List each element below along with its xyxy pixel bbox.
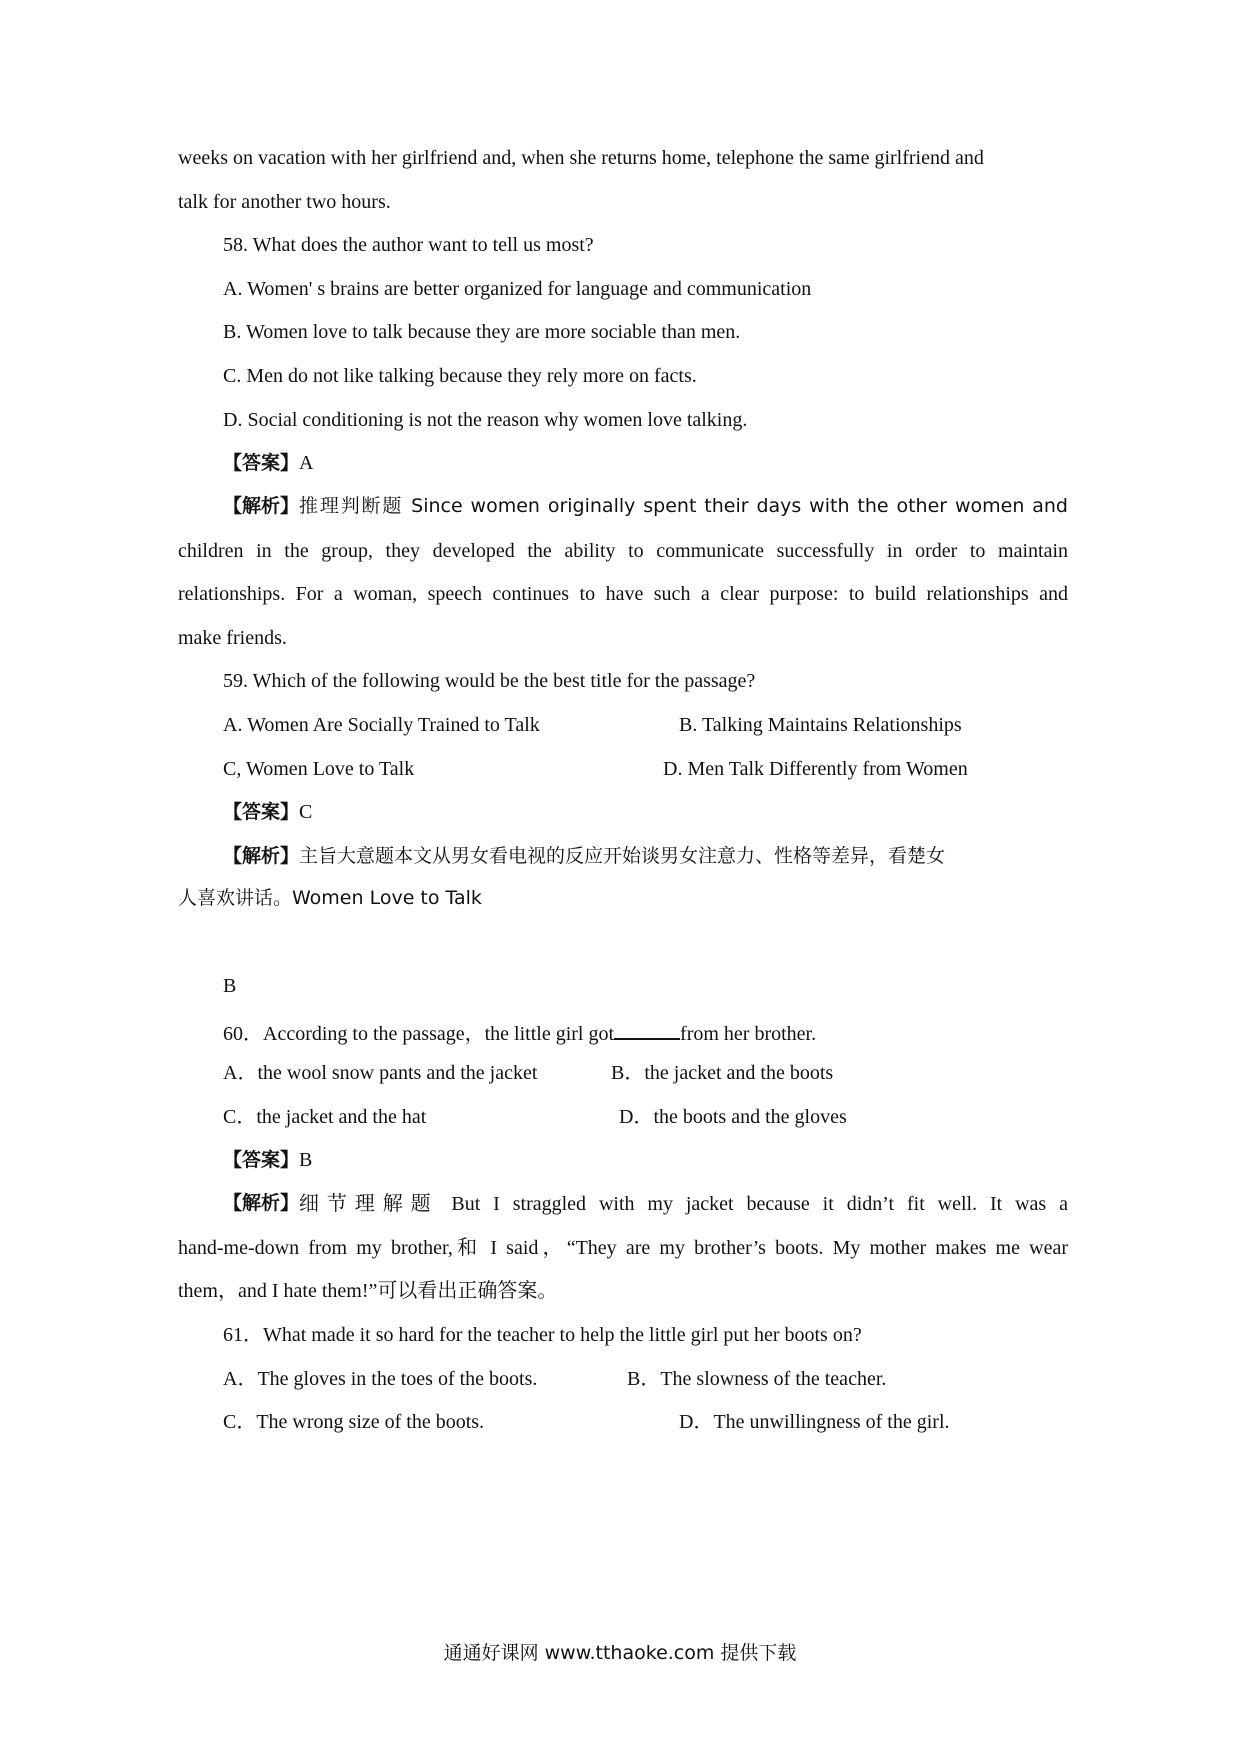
question-60 bbox=[223, 1020, 816, 1044]
option-60-a: A．the wool snow pants and the jacket bbox=[223, 1062, 538, 1084]
answer-blank bbox=[614, 1020, 680, 1040]
page-footer: 通通好课网 www.tthaoke.com 提供下载 bbox=[443, 1642, 797, 1664]
passage-text-line: talk for another two hours. bbox=[178, 191, 391, 213]
option-58-a: A. Women' s brains are better organized for language and communication bbox=[223, 278, 812, 300]
analysis-label: 【解析】 bbox=[223, 1192, 300, 1214]
analysis-text: 主旨大意题本文从男女看电视的反应开始谈男女注意力、性格等差异，看楚女 bbox=[299, 845, 946, 867]
answer-label: 【答案】 bbox=[223, 801, 300, 823]
analysis-text-line: relationships. For a woman, speech continues to have such a clear purpose: to build relationships and bbox=[178, 583, 1068, 605]
option-59-a: A. Women Are Socially Trained to Talk bbox=[223, 714, 540, 736]
option-60-c: C．the jacket and the hat bbox=[223, 1106, 427, 1128]
option-59-b: B. Talking Maintains Relationships bbox=[679, 714, 962, 736]
question-61: 61．What made it so hard for the teacher to help the little girl put her boots on? bbox=[223, 1324, 862, 1346]
answer-value: A bbox=[299, 452, 314, 474]
answer-value: B bbox=[299, 1149, 313, 1171]
option-60-b: B．the jacket and the boots bbox=[611, 1062, 834, 1084]
analysis-text: 细节理解题 But I straggled with my jacket because it didn’t fit well. It was a bbox=[299, 1193, 1068, 1215]
passage-text-line: weeks on vacation with her girlfriend and, when she returns home, telephone the same girlfriend and bbox=[178, 147, 984, 169]
option-58-c: C. Men do not like talking because they rely more on facts. bbox=[223, 365, 697, 387]
option-58-b: B. Women love to talk because they are more sociable than men. bbox=[223, 321, 741, 343]
section-label: B bbox=[223, 975, 237, 997]
answer-label: 【答案】 bbox=[223, 452, 300, 474]
option-59-d: D. Men Talk Differently from Women bbox=[663, 758, 968, 780]
analysis-58 bbox=[223, 497, 1068, 516]
option-61-a: A．The gloves in the toes of the boots. bbox=[223, 1368, 538, 1390]
option-59-c: C, Women Love to Talk bbox=[223, 758, 415, 780]
analysis-label: 【解析】 bbox=[223, 495, 300, 517]
analysis-text-line: children in the group, they developed the ability to communicate successfully in order to maintain bbox=[178, 540, 1068, 562]
question-text: from her brother. bbox=[680, 1023, 817, 1045]
answer-60 bbox=[223, 1150, 312, 1170]
answer-value: C bbox=[299, 801, 313, 823]
analysis-text-line: hand-me-down from my brother,和 I said，“They are my brother’s boots. My mother makes me wear bbox=[178, 1237, 1068, 1259]
analysis-60 bbox=[223, 1194, 1068, 1214]
option-61-c: C．The wrong size of the boots. bbox=[223, 1411, 485, 1433]
analysis-text: 推理判断题 Since women originally spent their days with the other women and bbox=[299, 495, 1068, 517]
analysis-text-line: 人喜欢讲话。Women Love to Talk bbox=[178, 887, 482, 909]
analysis-text-line: make friends. bbox=[178, 627, 287, 649]
analysis-text-line: them，and I hate them!”可以看出正确答案。 bbox=[178, 1280, 558, 1302]
answer-59 bbox=[223, 802, 312, 822]
question-58: 58. What does the author want to tell us most? bbox=[223, 234, 594, 256]
answer-58 bbox=[223, 453, 313, 473]
question-59: 59. Which of the following would be the best title for the passage? bbox=[223, 670, 756, 692]
question-text: 60．According to the passage，the little girl got bbox=[223, 1023, 615, 1045]
option-61-d: D．The unwillingness of the girl. bbox=[679, 1411, 950, 1433]
option-61-b: B．The slowness of the teacher. bbox=[627, 1368, 887, 1390]
option-60-d: D．the boots and the gloves bbox=[619, 1106, 847, 1128]
answer-label: 【答案】 bbox=[223, 1149, 300, 1171]
option-58-d: D. Social conditioning is not the reason why women love talking. bbox=[223, 409, 748, 431]
analysis-59 bbox=[223, 846, 945, 866]
analysis-label: 【解析】 bbox=[223, 845, 300, 867]
